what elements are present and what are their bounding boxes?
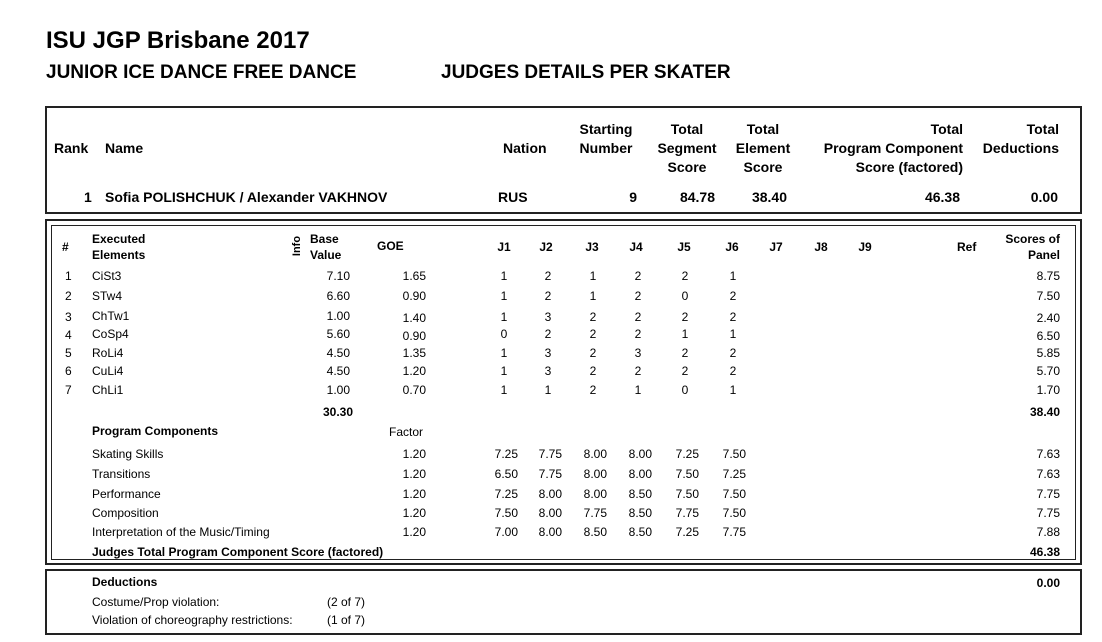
element-name: CiSt3 [92, 269, 122, 283]
component-judge-score: 7.75 [722, 525, 746, 539]
deduction-value: (2 of 7) [327, 595, 366, 609]
element-judge-score: 2 [681, 310, 689, 324]
element-judge-score: 3 [544, 310, 552, 324]
element-judge-score: 1 [729, 327, 737, 341]
pcs-total-label: Judges Total Program Component Score (factored) [92, 545, 384, 559]
element-judge-score: 3 [544, 364, 552, 378]
element-num: 1 [65, 269, 72, 283]
name-header: Name [105, 140, 144, 156]
element-judge-score: 1 [500, 269, 508, 283]
component-panel-score: 7.75 [1036, 487, 1060, 501]
factor-header: Factor [389, 425, 424, 439]
component-judge-score: 8.00 [628, 467, 652, 481]
component-judge-score: 7.75 [538, 467, 562, 481]
judge-header-4: J4 [629, 240, 643, 254]
tss-header: Total Segment Score [657, 121, 717, 175]
element-judge-score: 1 [634, 383, 642, 397]
component-judge-score: 7.75 [675, 506, 699, 520]
component-judge-score: 7.75 [538, 447, 562, 461]
element-judge-score: 2 [589, 310, 597, 324]
panel-score-header: Scores of Panel [1005, 232, 1060, 262]
element-judge-score: 2 [729, 364, 737, 378]
component-name: Interpretation of the Music/Timing [92, 525, 270, 539]
element-judge-score: 3 [634, 346, 642, 360]
element-panel-score: 7.50 [1036, 289, 1060, 303]
element-judge-score: 3 [544, 346, 552, 360]
component-judge-score: 7.25 [494, 447, 518, 461]
details-inner-frame [51, 225, 1076, 560]
component-judge-score: 8.50 [583, 525, 607, 539]
element-base: 1.00 [326, 383, 350, 397]
element-name: STw4 [92, 289, 123, 303]
nation-header: Nation [503, 140, 547, 156]
element-judge-score: 1 [589, 289, 597, 303]
program-components-heading: Program Components [92, 424, 219, 438]
skater-name: Sofia POLISHCHUK / Alexander VAKHNOV [105, 189, 388, 205]
component-judge-score: 8.00 [538, 525, 562, 539]
component-judge-score: 8.00 [628, 447, 652, 461]
element-goe: 0.90 [402, 329, 426, 343]
pcs-total: 46.38 [1029, 545, 1060, 559]
element-judge-score: 2 [634, 269, 642, 283]
element-name: ChTw1 [92, 309, 130, 323]
element-judge-score: 2 [589, 327, 597, 341]
judge-header-7: J7 [769, 240, 783, 254]
component-name: Transitions [92, 467, 151, 481]
deductions-total: 0.00 [1036, 576, 1060, 590]
component-judge-score: 7.25 [494, 487, 518, 501]
component-judge-score: 8.50 [628, 525, 652, 539]
element-base: 6.60 [326, 289, 350, 303]
component-judge-score: 8.00 [583, 447, 607, 461]
element-judge-score: 2 [729, 346, 737, 360]
element-panel-score: 5.85 [1036, 346, 1060, 360]
element-judge-score: 2 [681, 269, 689, 283]
component-judge-score: 8.50 [628, 506, 652, 520]
skater-tss: 84.78 [679, 189, 715, 205]
rank-header: Rank [54, 140, 89, 156]
component-name: Performance [92, 487, 161, 501]
element-judge-score: 2 [589, 383, 597, 397]
component-judge-score: 7.25 [722, 467, 746, 481]
element-panel-score: 5.70 [1036, 364, 1060, 378]
element-judge-score: 2 [634, 310, 642, 324]
ded-header: Total Deductions [982, 121, 1059, 156]
element-judge-score: 2 [544, 269, 552, 283]
component-judge-score: 8.00 [583, 487, 607, 501]
total-base-value: 30.30 [322, 405, 353, 419]
element-judge-score: 0 [681, 383, 689, 397]
element-name: RoLi4 [92, 346, 124, 360]
deduction-value: (1 of 7) [327, 613, 366, 627]
component-judge-score: 6.50 [494, 467, 518, 481]
element-judge-score: 1 [500, 364, 508, 378]
element-num: 6 [65, 364, 72, 378]
skater-deductions: 0.00 [1030, 189, 1058, 205]
element-judge-score: 0 [681, 289, 689, 303]
element-panel-score: 1.70 [1036, 383, 1060, 397]
component-factor: 1.20 [402, 447, 426, 461]
component-name: Skating Skills [92, 447, 164, 461]
element-base: 4.50 [326, 364, 350, 378]
judge-header-6: J6 [725, 240, 739, 254]
goe-header: GOE [377, 239, 404, 253]
element-name: CoSp4 [92, 327, 129, 341]
component-judge-score: 7.50 [675, 467, 699, 481]
component-judge-score: 8.00 [538, 487, 562, 501]
element-judge-score: 2 [681, 346, 689, 360]
component-judge-score: 8.00 [538, 506, 562, 520]
component-factor: 1.20 [402, 525, 426, 539]
element-panel-score: 2.40 [1036, 311, 1060, 325]
element-judge-score: 2 [589, 346, 597, 360]
ref-header: Ref [957, 240, 977, 254]
skater-rank: 1 [84, 189, 92, 205]
judge-header-1: J1 [497, 240, 511, 254]
element-judge-score: 1 [500, 383, 508, 397]
element-judge-score: 1 [500, 289, 508, 303]
executed-elements-header: Executed Elements [92, 232, 146, 262]
element-name: ChLi1 [92, 383, 124, 397]
component-panel-score: 7.75 [1036, 506, 1060, 520]
component-factor: 1.20 [402, 506, 426, 520]
skater-nation: RUS [498, 189, 528, 205]
component-panel-score: 7.88 [1036, 525, 1060, 539]
judge-header-9: J9 [858, 240, 872, 254]
report-title: JUDGES DETAILS PER SKATER [441, 62, 731, 83]
judge-header-2: J2 [539, 240, 553, 254]
tes-header: Total Element Score [735, 121, 791, 175]
element-base: 7.10 [326, 269, 350, 283]
element-judge-score: 2 [634, 327, 642, 341]
element-goe: 1.65 [402, 269, 426, 283]
element-judge-score: 2 [634, 289, 642, 303]
element-num: 5 [65, 346, 72, 360]
element-goe: 1.20 [402, 364, 426, 378]
judge-header-3: J3 [585, 240, 599, 254]
component-judge-score: 7.50 [722, 447, 746, 461]
component-judge-score: 7.00 [494, 525, 518, 539]
pcs-header: Total Program Component Score (factored) [823, 121, 963, 175]
element-judge-score: 2 [634, 364, 642, 378]
element-judge-score: 2 [589, 364, 597, 378]
component-name: Composition [92, 506, 159, 520]
component-judge-score: 7.75 [583, 506, 607, 520]
element-judge-score: 2 [729, 310, 737, 324]
info-header: Info [291, 235, 303, 257]
component-judge-score: 8.50 [628, 487, 652, 501]
element-num: 2 [65, 289, 72, 303]
num-header: # [62, 240, 69, 254]
element-judge-score: 2 [544, 289, 552, 303]
element-judge-score: 1 [729, 269, 737, 283]
element-judge-score: 1 [589, 269, 597, 283]
element-goe: 1.40 [402, 311, 426, 325]
element-judge-score: 2 [681, 364, 689, 378]
element-goe: 0.90 [402, 289, 426, 303]
component-panel-score: 7.63 [1036, 447, 1060, 461]
deduction-label: Costume/Prop violation: [92, 595, 220, 609]
starting-number-header: Starting Number [579, 121, 633, 156]
element-goe: 1.35 [402, 346, 426, 360]
component-factor: 1.20 [402, 467, 426, 481]
skater-tes: 38.40 [751, 189, 787, 205]
judge-header-8: J8 [814, 240, 828, 254]
element-judge-score: 1 [544, 383, 552, 397]
element-base: 4.50 [326, 346, 350, 360]
component-factor: 1.20 [402, 487, 426, 501]
deduction-label: Violation of choreography restrictions: [92, 613, 293, 627]
element-judge-score: 2 [544, 327, 552, 341]
element-judge-score: 1 [500, 346, 508, 360]
page-title: ISU JGP Brisbane 2017 [46, 27, 310, 54]
component-judge-score: 7.50 [494, 506, 518, 520]
component-judge-score: 7.50 [722, 487, 746, 501]
component-judge-score: 7.25 [675, 447, 699, 461]
element-goe: 0.70 [402, 383, 426, 397]
skater-starting-number: 9 [629, 189, 637, 205]
element-num: 3 [65, 310, 72, 324]
element-num: 7 [65, 383, 72, 397]
element-panel-score: 6.50 [1036, 329, 1060, 343]
event-title: JUNIOR ICE DANCE FREE DANCE [46, 62, 357, 83]
element-judge-score: 1 [729, 383, 737, 397]
element-judge-score: 1 [681, 327, 689, 341]
component-judge-score: 7.50 [722, 506, 746, 520]
element-panel-score: 8.75 [1036, 269, 1060, 283]
total-element-score: 38.40 [1029, 405, 1060, 419]
component-panel-score: 7.63 [1036, 467, 1060, 481]
element-name: CuLi4 [92, 364, 124, 378]
skater-pcs: 46.38 [924, 189, 960, 205]
component-judge-score: 8.00 [583, 467, 607, 481]
element-base: 1.00 [326, 309, 350, 323]
element-num: 4 [65, 328, 72, 342]
component-judge-score: 7.50 [675, 487, 699, 501]
base-value-header: Base Value [310, 232, 342, 262]
judge-header-5: J5 [677, 240, 691, 254]
element-judge-score: 0 [500, 327, 508, 341]
element-base: 5.60 [326, 327, 350, 341]
component-judge-score: 7.25 [675, 525, 699, 539]
element-judge-score: 1 [500, 310, 508, 324]
deductions-heading: Deductions [92, 575, 158, 589]
element-judge-score: 2 [729, 289, 737, 303]
